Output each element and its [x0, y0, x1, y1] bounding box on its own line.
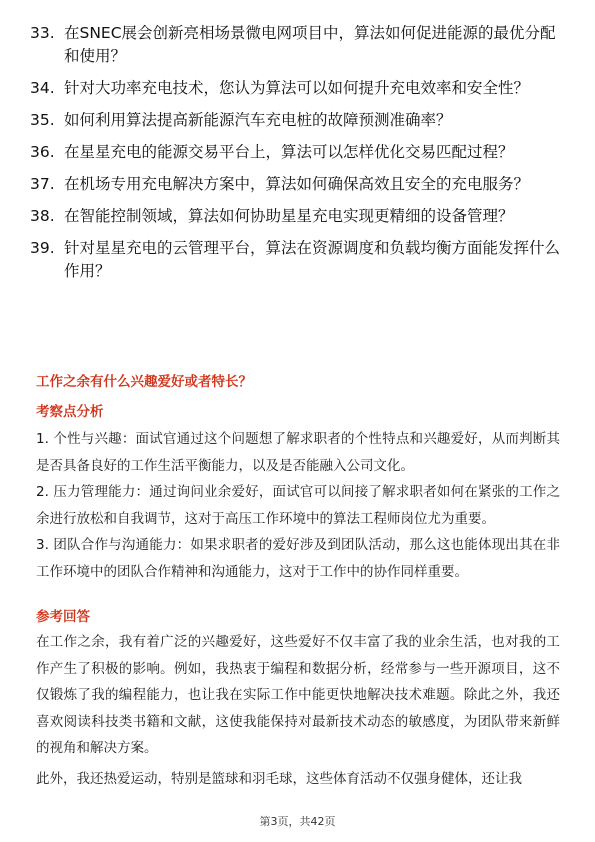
question-item	[30, 109, 570, 132]
question-text: 在机场专用充电解决方案中，算法如何确保高效且安全的充电服务？	[64, 175, 530, 193]
question-number: 38.	[30, 207, 55, 225]
question-text: 在星星充电的能源交易平台上，算法可以怎样优化交易匹配过程？	[64, 143, 514, 161]
question-item	[30, 205, 570, 228]
section-heading: 工作之余有什么兴趣爱好或者特长？	[36, 374, 252, 390]
question-text: 如何利用算法提高新能源汽车充电桩的故障预测准确率？	[64, 111, 452, 129]
question-text: 在智能控制领域，算法如何协助星星充电实现更精细的设备管理？	[64, 207, 514, 225]
analysis-item: 2. 压力管理能力：通过询问业余爱好，面试官可以间接了解求职者如何在紧张的工作之余进行放松和自我调节，这对于高压工作环境中的算法工程师岗位尤为重要。	[36, 484, 560, 527]
question-item	[30, 22, 570, 68]
answer-heading: 参考回答	[36, 609, 90, 625]
question-item	[30, 141, 570, 164]
analysis-heading: 考察点分析	[36, 404, 104, 420]
analysis-item: 1. 个性与兴趣：面试官通过这个问题想了解求职者的个性特点和兴趣爱好，从而判断其是否具备良好的工作生活平衡能力，以及是否能融入公司文化。	[36, 431, 560, 474]
page-footer: 第3页，共42页	[259, 815, 336, 828]
question-list	[30, 22, 570, 292]
answer-block	[36, 629, 560, 792]
question-item	[30, 173, 570, 196]
question-number: 34.	[30, 79, 55, 97]
answer-paragraph: 此外，我还热爱运动，特别是篮球和羽毛球，这些体育活动不仅强身健体，还让我	[36, 770, 522, 787]
question-item	[30, 77, 570, 100]
question-number: 39.	[30, 239, 55, 257]
question-number: 37.	[30, 175, 55, 193]
analysis-item: 3. 团队合作与沟通能力：如果求职者的爱好涉及到团队活动，那么这也能体现出其在非工作环境中的团队合作精神和沟通能力，这对于工作中的协作同样重要。	[36, 537, 560, 580]
question-text: 针对星星充电的云管理平台，算法在资源调度和负载均衡方面能发挥什么作用？	[64, 239, 561, 280]
question-text: 在SNEC展会创新亮相场景微电网项目中，算法如何促进能源的最优分配和使用？	[64, 24, 556, 65]
analysis-block	[36, 426, 560, 585]
question-text: 针对大功率充电技术，您认为算法可以如何提升充电效率和安全性？	[64, 79, 530, 97]
question-number: 33.	[30, 24, 55, 42]
question-number: 36.	[30, 143, 55, 161]
answer-paragraph: 在工作之余，我有着广泛的兴趣爱好，这些爱好不仅丰富了我的业余生活，也对我的工作产生了积极的影响。例如，我热衷于编程和数据分析，经常参与一些开源项目，这不仅锻炼了我的编程能力，也让我在实际工作中能更快地解决技术难题。除此之外，我还喜欢阅读科技类书籍和文献，这使我能保持对最新技术动态的敏感度，为团队带来新鲜的视角和解决方案。	[36, 634, 560, 756]
question-number: 35.	[30, 111, 55, 129]
question-item	[30, 237, 570, 283]
